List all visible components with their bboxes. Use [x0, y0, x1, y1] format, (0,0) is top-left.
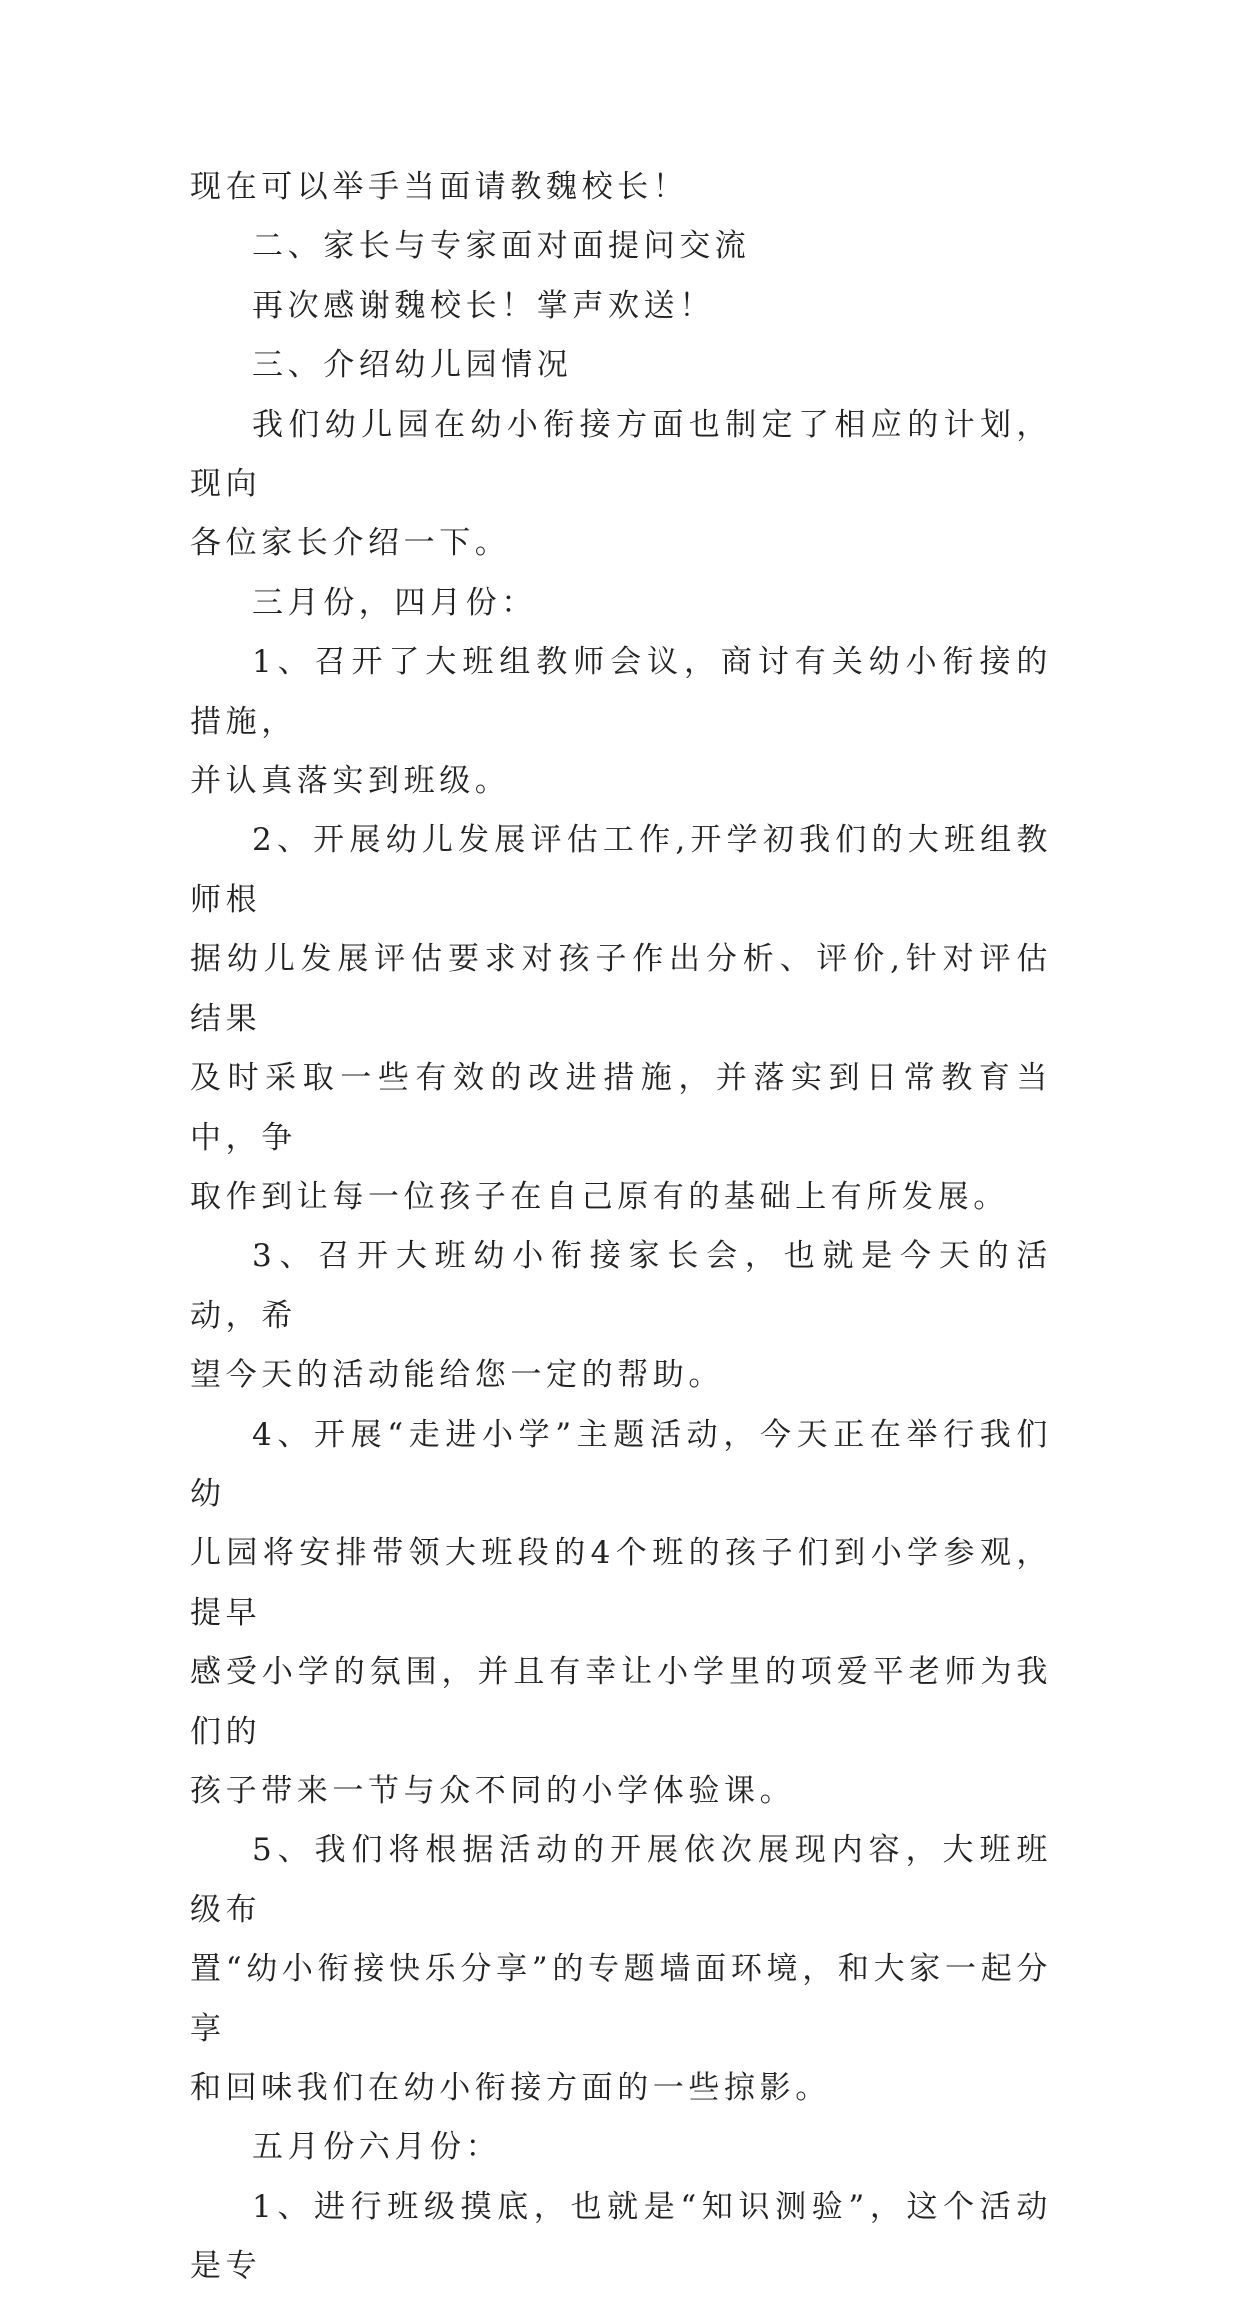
document-body [190, 158, 1052, 2297]
paragraph: 4、开展“走进小学”主题活动，今天正在举行我们幼 儿园将安排带领大班段的4个班的孩子们到小学参观，提早 感受小学的氛围，并且有幸让小学里的项爱平老师为我们的 孩子带来一节与众不同的小学体验课。 [190, 1416, 1052, 1809]
paragraph: 二、家长与专家面对面提问交流 [252, 228, 751, 265]
paragraph: 1、进行班级摸底，也就是“知识测验”，这个活动是专 [190, 2188, 1052, 2285]
paragraph: 5、我们将根据活动的开展依次展现内容，大班班级布 置“幼小衔接快乐分享”的专题墙面环境，和大家一起分享 和回味我们在幼小衔接方面的一些掠影。 [190, 1832, 1052, 2106]
paragraph: 2、开展幼儿发展评估工作,开学初我们的大班组教师根 据幼儿发展评估要求对孩子作出分析、评价,针对评估结果 及时采取一些有效的改进措施，并落实到日常教育当中，争 取作到让每一位孩子在自己原有的基础上有所发展。 [190, 822, 1052, 1215]
paragraph: 我们幼儿园在幼小衔接方面也制定了相应的计划，现向 各位家长介绍一下。 [190, 406, 1052, 562]
paragraph: 1、召开了大班组教师会议，商讨有关幼小衔接的措施， 并认真落实到班级。 [190, 644, 1052, 800]
paragraph: 三、介绍幼儿园情况 [252, 347, 573, 384]
paragraph: 3、召开大班幼小衔接家长会，也就是今天的活动，希 望今天的活动能给您一定的帮助。 [190, 1238, 1052, 1394]
paragraph: 再次感谢魏校长！掌声欢送！ [252, 287, 715, 324]
paragraph: 五月份六月份： [252, 2129, 502, 2166]
paragraph: 现在可以举手当面请教魏校长！ [190, 169, 689, 205]
paragraph: 三月份，四月份： [252, 584, 537, 621]
